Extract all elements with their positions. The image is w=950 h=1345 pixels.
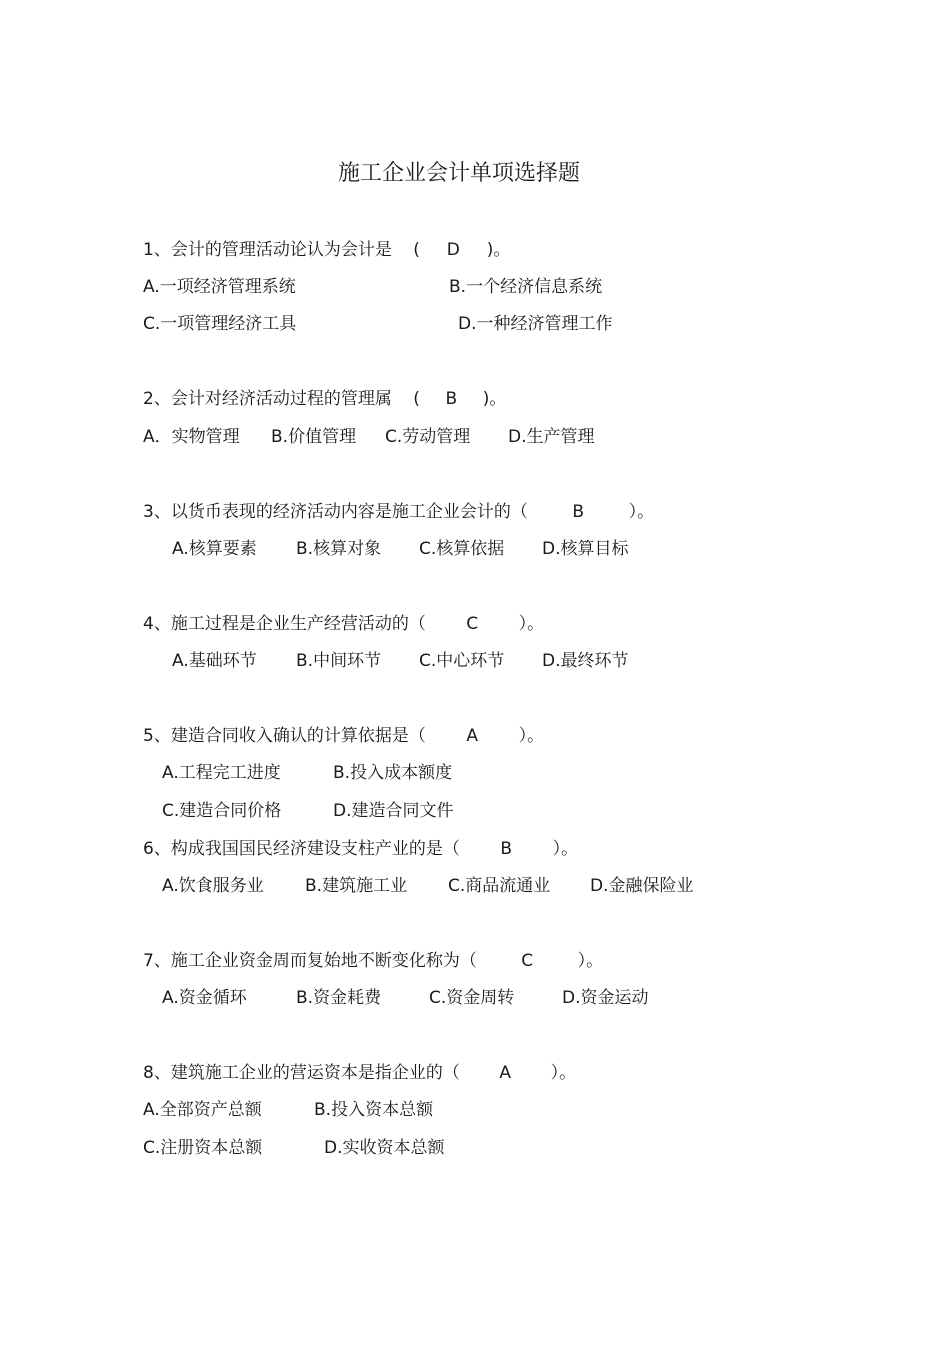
- question-7-text: 7、施工企业资金周而复始地不断变化称为（: [143, 951, 477, 971]
- question-3-option-d: D.核算目标: [542, 539, 629, 559]
- question-3-close-paren: ）。: [628, 502, 655, 522]
- question-7-stem: [143, 950, 603, 972]
- question-5-option-c: C.建造合同价格: [162, 801, 282, 821]
- question-5-close-paren: ）。: [518, 726, 545, 746]
- question-7-close-paren: ）。: [577, 951, 604, 971]
- question-1-open-paren: (: [413, 240, 420, 260]
- question-2-option-c: C.劳动管理: [385, 427, 471, 447]
- question-5-option-a: A.工程完工进度: [162, 763, 281, 783]
- question-7-option-d: D.资金运动: [562, 988, 649, 1008]
- question-1-close-paren: )。: [486, 240, 511, 260]
- question-2-close-paren: )。: [482, 389, 507, 409]
- question-1-option-c: C.一项管理经济工具: [143, 314, 297, 334]
- question-6-text: 6、构成我国国民经济建设支柱产业的是（: [143, 839, 460, 859]
- question-8-option-d: D.实收资本总额: [324, 1138, 445, 1158]
- question-2-answer: B: [445, 389, 458, 409]
- question-8-text: 8、建筑施工企业的营运资本是指企业的（: [143, 1063, 460, 1083]
- question-2-option-d: D.生产管理: [508, 427, 595, 447]
- question-3-option-a: A.核算要素: [172, 539, 257, 559]
- question-5-option-d: D.建造合同文件: [333, 801, 454, 821]
- question-1-answer: D: [446, 240, 460, 260]
- question-5-text: 5、建造合同收入确认的计算依据是（: [143, 726, 426, 746]
- question-7-option-b: B.资金耗费: [296, 988, 382, 1008]
- question-7-answer: C: [521, 951, 534, 971]
- question-4-option-a: A.基础环节: [172, 651, 257, 671]
- question-4-answer: C: [466, 614, 479, 634]
- question-3-option-c: C.核算依据: [419, 539, 505, 559]
- question-4-option-c: C.中心环节: [419, 651, 505, 671]
- question-2-text: 2、会计对经济活动过程的管理属: [143, 389, 392, 409]
- question-2-option-b: B.价值管理: [271, 427, 357, 447]
- question-5-answer: A: [466, 726, 479, 746]
- question-4-option-b: B.中间环节: [296, 651, 382, 671]
- question-4-close-paren: ）。: [518, 614, 545, 634]
- question-3-answer: B: [572, 502, 585, 522]
- question-2-option-a: A．实物管理: [143, 427, 240, 447]
- question-1-text: 1、会计的管理活动论认为会计是: [143, 240, 392, 260]
- question-8-stem: [143, 1062, 576, 1084]
- question-6-option-c: C.商品流通业: [448, 876, 551, 896]
- question-1-stem: [143, 239, 510, 261]
- page-title: 施工企业会计单项选择题: [337, 161, 580, 186]
- question-6-close-paren: ）。: [552, 839, 579, 859]
- question-4-stem: [143, 613, 544, 635]
- question-3-text: 3、以货币表现的经济活动内容是施工企业会计的（: [143, 502, 528, 522]
- question-3-stem: [143, 501, 654, 523]
- question-8-option-b: B.投入资本总额: [314, 1100, 434, 1120]
- question-6-option-d: D.金融保险业: [590, 876, 694, 896]
- question-6-option-a: A.饮食服务业: [162, 876, 264, 896]
- question-6-stem: [143, 838, 578, 860]
- question-6-answer: B: [500, 839, 513, 859]
- question-8-option-c: C.注册资本总额: [143, 1138, 263, 1158]
- question-6-option-b: B.建筑施工业: [305, 876, 408, 896]
- question-4-option-d: D.最终环节: [542, 651, 629, 671]
- question-8-close-paren: ）。: [550, 1063, 577, 1083]
- question-5-option-b: B.投入成本额度: [333, 763, 453, 783]
- question-8-answer: A: [499, 1063, 512, 1083]
- question-4-text: 4、施工过程是企业生产经营活动的（: [143, 614, 426, 634]
- question-1-option-d: D.一种经济管理工作: [458, 314, 613, 334]
- question-2-open-paren: (: [413, 389, 420, 409]
- question-7-option-a: A.资金循环: [162, 988, 247, 1008]
- question-1-option-b: B.一个经济信息系统: [449, 277, 603, 297]
- question-7-option-c: C.资金周转: [429, 988, 515, 1008]
- question-3-option-b: B.核算对象: [296, 539, 382, 559]
- question-1-option-a: A.一项经济管理系统: [143, 277, 296, 297]
- question-5-stem: [143, 725, 544, 747]
- question-2-stem: [143, 388, 506, 410]
- question-8-option-a: A.全部资产总额: [143, 1100, 262, 1120]
